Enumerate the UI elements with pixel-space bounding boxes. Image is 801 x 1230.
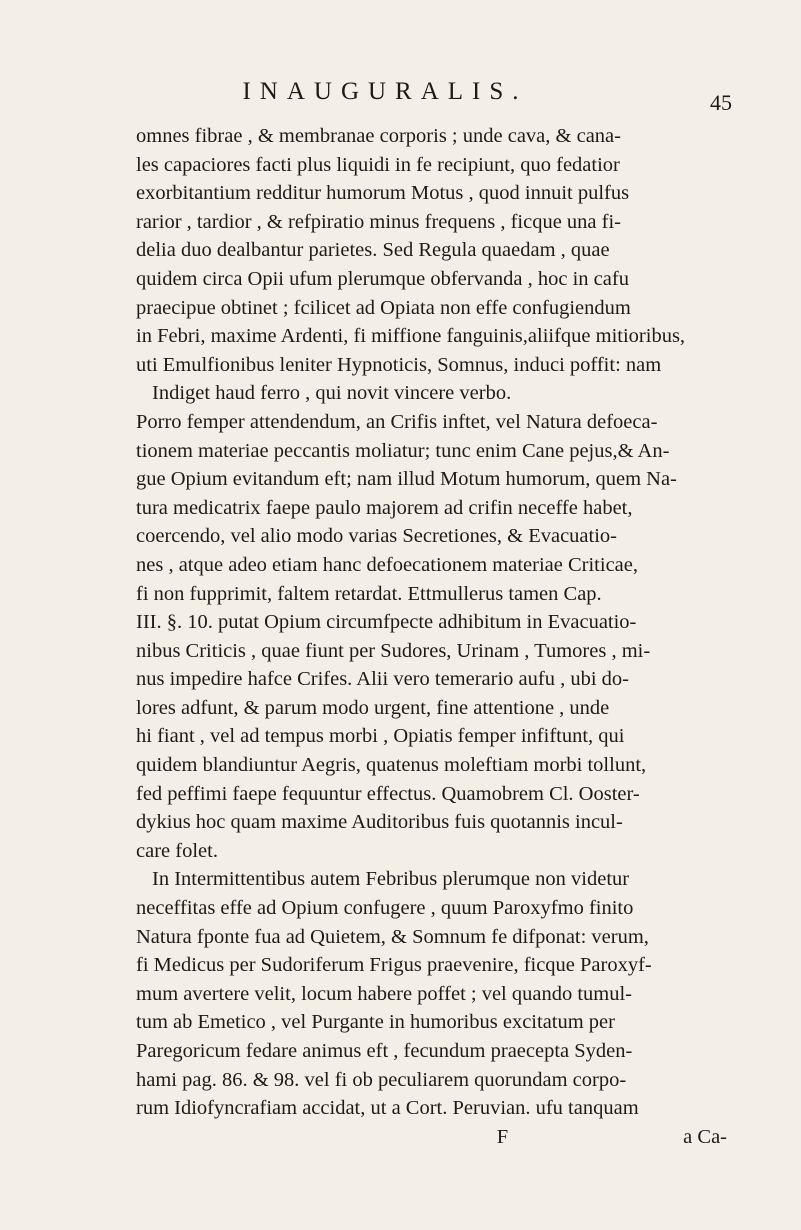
text-line: nibus Criticis , quae fiunt per Sudores, Urinam , Tumores , mi-: [136, 639, 651, 662]
text-line: Porro femper attendendum, an Crifis inftet, vel Natura defoeca-: [136, 410, 658, 433]
text-line: mum avertere velit, locum habere poffet ; vel quando tumul-: [136, 982, 633, 1005]
text-line: Indiget haud ferro , qui novit vincere verbo.: [152, 382, 512, 405]
text-line: care folet.: [136, 839, 218, 862]
text-line: coercendo, vel alio modo varias Secretiones, & Evacuatio-: [136, 525, 617, 548]
text-line: nes , atque adeo etiam hanc defoecationem materiae Criticae,: [136, 553, 638, 576]
text-line: rum Idiofyncrafiam accidat, ut a Cort. Peruvian. ufu tanquam: [136, 1097, 639, 1120]
text-line: III. §. 10. putat Opium circumfpecte adhibitum in Evacuatio-: [136, 611, 637, 634]
page-number: 45: [710, 90, 732, 115]
text-line: fed peffimi faepe fequuntur effectus. Quamobrem Cl. Ooster-: [136, 782, 640, 805]
page-footer: [136, 1123, 731, 1152]
text-line: In Intermittentibus autem Febribus plerumque non videtur: [152, 868, 630, 891]
text-line: gue Opium evitandum eft; nam illud Motum humorum, quem Na-: [136, 468, 677, 491]
text-line: fi Medicus per Sudoriferum Frigus praevenire, ficque Paroxyf-: [136, 954, 652, 977]
text-line: rarior , tardior , & refpiratio minus frequens , ficque una fi-: [136, 210, 621, 233]
text-line: quidem blandiuntur Aegris, quatenus moleftiam morbi tollunt,: [136, 754, 647, 777]
text-line: tum ab Emetico , vel Purgante in humoribus excitatum per: [136, 1011, 615, 1034]
signature-mark: F: [496, 1125, 509, 1148]
text-line: quidem circa Opii ufum plerumque obfervanda , hoc in cafu: [136, 267, 629, 290]
text-line: neceffitas effe ad Opium confugere , quum Paroxyfmo finito: [136, 897, 634, 920]
text-line: nus impedire hafce Crifes. Alii vero temerario aufu , ubi do-: [136, 668, 629, 691]
text-line: les capaciores facti plus liquidi in fe recipiunt, quo fedatior: [136, 153, 620, 176]
text-line: hami pag. 86. & 98. vel fi ob peculiarem quorundam corpo-: [136, 1068, 627, 1091]
running-header: INAUGURALIS.: [242, 78, 528, 105]
text-line: omnes fibrae , & membranae corporis ; unde cava, & cana-: [136, 125, 621, 147]
text-line: lores adfunt, & parum modo urgent, fine attentione , unde: [136, 696, 610, 719]
text-line: hi fiant , vel ad tempus morbi , Opiatis femper infiftunt, qui: [136, 725, 625, 748]
text-line: tionem materiae peccantis moliatur; tunc enim Cane pejus,& An-: [136, 439, 670, 462]
text-line: praecipue obtinet ; fcilicet ad Opiata non effe confugiendum: [136, 296, 631, 319]
text-line: Paregoricum fedare animus eft , fecundum praecepta Syden-: [136, 1040, 633, 1062]
body-text: [136, 122, 731, 1151]
text-line: tura medicatrix faepe paulo majorem ad crifin neceffe habet,: [136, 496, 633, 519]
text-line: in Febri, maxime Ardenti, fi miffione fanguinis,aliifque mitioribus,: [136, 325, 686, 348]
catchword: a Ca-: [683, 1125, 727, 1148]
text-line: delia duo dealbantur parietes. Sed Regula quaedam , quae: [136, 239, 610, 262]
text-line: Natura fponte fua ad Quietem, & Somnum fe difponat: verum,: [136, 925, 649, 948]
text-line: dykius hoc quam maxime Auditoribus fuis quotannis incul-: [136, 811, 623, 834]
text-line: uti Emulfionibus leniter Hypnoticis, Somnus, induci poffit: nam: [136, 353, 662, 376]
text-line: exorbitantium redditur humorum Motus , quod innuit pulfus: [136, 182, 630, 205]
text-line: fi non fupprimit, faltem retardat. Ettmullerus tamen Cap.: [136, 582, 602, 605]
